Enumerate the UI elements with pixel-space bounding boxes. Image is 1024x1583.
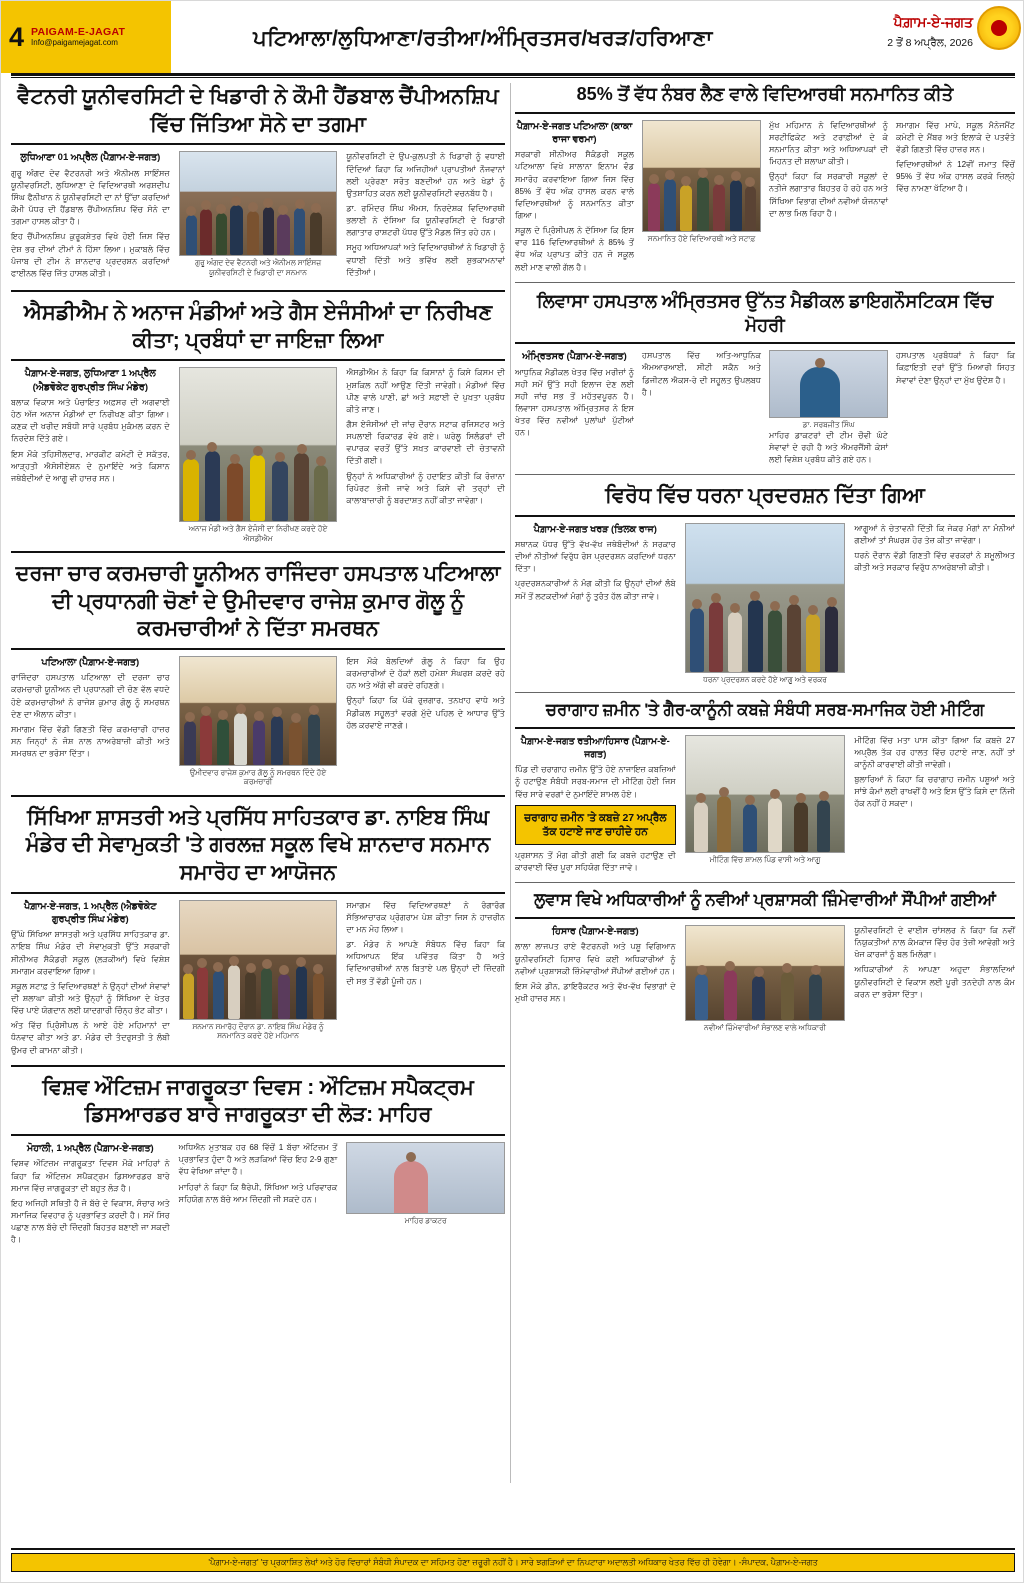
- caption-b1: ਸਨਮਾਨਿਤ ਹੋਏ ਵਿਦਿਆਰਥੀ ਅਤੇ ਸਟਾਫ਼: [647, 233, 756, 243]
- paragraph: ਉਨ੍ਹਾਂ ਕਿਹਾ ਕਿ ਪੱਕੇ ਰੁਜ਼ਗਾਰ, ਤਨਖ਼ਾਹ ਵਾਧੇ ਅਤੇ ਮੈਡੀਕਲ ਸਹੂਲਤਾਂ ਵਰਗੇ ਮੁੱਦੇ ਪਹਿਲ ਦੇ ਆਧਾਰ ਉੱਤੇ ਹੱਲ ਕਰਵਾਏ ਜਾਣਗੇ।: [346, 696, 505, 730]
- paragraph: ਯੂਨੀਵਰਸਿਟੀ ਦੇ ਉਪ-ਕੁਲਪਤੀ ਨੇ ਖਿਡਾਰੀ ਨੂੰ ਵਧਾਈ ਦਿੰਦਿਆਂ ਕਿਹਾ ਕਿ ਅਜਿਹੀਆਂ ਪ੍ਰਾਪਤੀਆਂ ਨੌਜਵਾਨਾਂ ਲਈ ਪ੍ਰੇਰਣਾ ਸਰੋਤ ਬਣਦੀਆਂ ਹਨ ਅਤੇ ਖੇਡਾਂ ਨੂੰ ਉਤਸ਼ਾਹਿਤ ਕਰਨ ਲਈ ਯੂਨੀਵਰਸਿਟੀ ਵਚਨਬੱਧ ਹੈ।: [346, 152, 505, 198]
- paragraph: ਅੰਤ ਵਿੱਚ ਪ੍ਰਿੰਸੀਪਲ ਨੇ ਆਏ ਹੋਏ ਮਹਿਮਾਨਾਂ ਦਾ ਧੰਨਵਾਦ ਕੀਤਾ ਅਤੇ ਡਾ. ਮੰਡੇਰ ਦੀ ਤੰਦਰੁਸਤੀ ਤੇ ਲੰਬੀ ਉਮਰ ਦੀ ਕਾਮਨਾ ਕੀਤੀ।: [11, 1021, 170, 1055]
- headline-b3: ਵਿਰੋਧ ਵਿੱਚ ਧਰਨਾ ਪ੍ਰਦਰਸ਼ਨ ਦਿੱਤਾ ਗਿਆ: [605, 483, 925, 507]
- byline-a2: ਪੈਗ਼ਾਮ-ਏ-ਜਗਤ, ਲੁਧਿਆਣਾ 1 ਅਪ੍ਰੈਲ (ਐਡਵੋਕੇਟ ਗੁਰਪ੍ਰੀਤ ਸਿੰਘ ਮੰਡੇਰ): [24, 368, 156, 393]
- column-separator: [510, 83, 511, 1483]
- photo-b5: [685, 925, 846, 1021]
- paragraph: ਮੁੱਖ ਮਹਿਮਾਨ ਨੇ ਵਿਦਿਆਰਥੀਆਂ ਨੂੰ ਸਰਟੀਫਿਕੇਟ ਅਤੇ ਟਰਾਫ਼ੀਆਂ ਦੇ ਕੇ ਸਨਮਾਨਿਤ ਕੀਤਾ ਅਤੇ ਅਧਿਆਪਕਾਂ ਦੀ ਮਿਹਨਤ ਦੀ ਸ਼ਲਾਘਾ ਕੀਤੀ।: [769, 120, 888, 167]
- caption-a1: ਗੁਰੂ ਅੰਗਦ ਦੇਵ ਵੈਟਨਰੀ ਅਤੇ ਐਨੀਮਲ ਸਾਇੰਸਜ਼ ਯੂਨੀਵਰਸਿਟੀ ਦੇ ਖਿਡਾਰੀ ਦਾ ਸਨਮਾਨ: [194, 258, 322, 277]
- article-b4-body: [515, 735, 1015, 875]
- headline-rule: [515, 917, 1015, 919]
- paragraph: ਸਕੂਲ ਦੇ ਪ੍ਰਿੰਸੀਪਲ ਨੇ ਦੱਸਿਆ ਕਿ ਇਸ ਵਾਰ 116 ਵਿਦਿਆਰਥੀਆਂ ਨੇ 85% ਤੋਂ ਵੱਧ ਅੰਕ ਪ੍ਰਾਪਤ ਕੀਤੇ ਹਨ ਜੋ ਸਕੂਲ ਲਈ ਮਾਣ ਵਾਲੀ ਗੱਲ ਹੈ।: [515, 226, 634, 272]
- paragraph: ਪ੍ਰਸ਼ਾਸਨ ਤੋਂ ਮੰਗ ਕੀਤੀ ਗਈ ਕਿ ਕਬਜ਼ੇ ਹਟਾਉਣ ਦੀ ਕਾਰਵਾਈ ਵਿੱਚ ਪੂਰਾ ਸਹਿਯੋਗ ਦਿੱਤਾ ਜਾਵੇ।: [515, 851, 676, 873]
- article-a1-body: [11, 151, 505, 282]
- paragraph: ਗੁਰੂ ਅੰਗਦ ਦੇਵ ਵੈਟਰਨਰੀ ਅਤੇ ਐਨੀਮਲ ਸਾਇੰਸਜ਼ ਯੂਨੀਵਰਸਿਟੀ, ਲੁਧਿਆਣਾ ਦੇ ਵਿਦਿਆਰਥੀ ਅਰਸ਼ਦੀਪ ਸਿੰਘ ਫੈਨੀਖਾਨ ਨੇ ਯੂਨੀਵਰਸਿਟੀ ਦਾ ਨਾਂ ਉੱਚਾ ਕਰਦਿਆਂ ਕੌਮੀ ਪੱਧਰ ਦੀ ਹੈਂਡਬਾਲ ਚੈਂਪੀਅਨਸ਼ਿਪ ਵਿੱਚ ਸੋਨੇ ਦਾ ਤਗਮਾ ਹਾਸਲ ਕੀਤਾ ਹੈ।: [11, 168, 170, 227]
- headline-rule: [11, 143, 505, 145]
- paragraph: ਲਾਲਾ ਲਾਜਪਤ ਰਾਏ ਵੈਟਰਨਰੀ ਅਤੇ ਪਸ਼ੂ ਵਿਗਿਆਨ ਯੂਨੀਵਰਸਿਟੀ ਹਿਸਾਰ ਵਿਖੇ ਕਈ ਅਧਿਕਾਰੀਆਂ ਨੂੰ ਨਵੀਆਂ ਪ੍ਰਸ਼ਾਸਕੀ ਜ਼ਿੰਮੇਵਾਰੀਆਂ ਸੌਂਪੀਆਂ ਗਈਆਂ ਹਨ।: [515, 942, 676, 976]
- headline-rule: [515, 727, 1015, 729]
- caption-b2: ਡਾ. ਸਰਬਜੀਤ ਸਿੰਘ: [802, 420, 855, 430]
- section-divider: [515, 282, 1015, 283]
- byline-b4: ਪੈਗ਼ਾਮ-ਏ-ਜਗਤ ਰਤੀਆ/ਹਿਸਾਰ (ਪੈਗ਼ਾਮ-ਏ-ਜਗਤ): [520, 735, 670, 760]
- article-b3-body: [515, 523, 1015, 684]
- edition-list: ਪਟਿਆਲਾ/ਲੁਧਿਆਣਾ/ਰਤੀਆ/ਅੰਮ੍ਰਿਤਸਰ/ਖਰੜ/ਹਰਿਆਣਾ: [253, 27, 713, 50]
- paragraph: ਯੂਨੀਵਰਸਿਟੀ ਦੇ ਵਾਈਸ ਚਾਂਸਲਰ ਨੇ ਕਿਹਾ ਕਿ ਨਵੀਂ ਨਿਯੁਕਤੀਆਂ ਨਾਲ ਕੰਮਕਾਜ ਵਿੱਚ ਹੋਰ ਤੇਜ਼ੀ ਆਵੇਗੀ ਅਤੇ ਖੋਜ ਕਾਰਜਾਂ ਨੂੰ ਬਲ ਮਿਲੇਗਾ।: [854, 926, 1015, 960]
- photo-a3: [179, 656, 338, 766]
- section-divider: [515, 882, 1015, 883]
- article-b5-body: [515, 925, 1015, 1032]
- logo-text: ਪੈਗ਼ਾਮ-ਏ-ਜਗਤ: [893, 14, 973, 30]
- paragraph: ਉੱਘੇ ਸਿੱਖਿਆ ਸ਼ਾਸਤਰੀ ਅਤੇ ਪ੍ਰਸਿੱਧ ਸਾਹਿਤਕਾਰ ਡਾ. ਨਾਇਬ ਸਿੰਘ ਮੰਡੇਰ ਦੀ ਸੇਵਾਮੁਕਤੀ ਉੱਤੇ ਸਰਕਾਰੀ ਸੀਨੀਅਰ ਸੈਕੰਡਰੀ ਸਕੂਲ (ਲੜਕੀਆਂ) ਵਿਖੇ ਵਿਸ਼ੇਸ਼ ਸਮਾਗਮ ਕਰਵਾਇਆ ਗਿਆ।: [11, 930, 170, 976]
- headline-a4: ਸਿੱਖਿਆ ਸ਼ਾਸਤਰੀ ਅਤੇ ਪ੍ਰਸਿੱਧ ਸਾਹਿਤਕਾਰ ਡਾ. ਨਾਇਬ ਸਿੰਘ ਮੰਡੇਰ ਦੀ ਸੇਵਾਮੁਕਤੀ 'ਤੇ ਗਰਲਜ਼ ਸਕੂਲ ਵਿਖੇ ਸ਼ਾਨਦਾਰ ਸਨਮਾਨ ਸਮਾਰੋਹ ਦਾ ਆਯੋਜਨ: [25, 805, 491, 884]
- photo-a2: [179, 367, 338, 522]
- masthead-rule: [11, 73, 1015, 76]
- paragraph: ਵਿਸ਼ਵ ਔਟਿਜ਼ਮ ਜਾਗਰੂਕਤਾ ਦਿਵਸ ਮੌਕੇ ਮਾਹਿਰਾਂ ਨੇ ਕਿਹਾ ਕਿ ਔਟਿਜ਼ਮ ਸਪੈਕਟ੍ਰਮ ਡਿਸਆਰਡਰ ਬਾਰੇ ਸਮਾਜ ਵਿੱਚ ਜਾਗਰੂਕਤਾ ਦੀ ਬਹੁਤ ਲੋੜ ਹੈ।: [11, 1159, 170, 1193]
- paragraph: ਉਨ੍ਹਾਂ ਨੇ ਅਧਿਕਾਰੀਆਂ ਨੂੰ ਹਦਾਇਤ ਕੀਤੀ ਕਿ ਰੋਜ਼ਾਨਾ ਰਿਪੋਰਟ ਭੇਜੀ ਜਾਵੇ ਅਤੇ ਕਿਸੇ ਵੀ ਤਰ੍ਹਾਂ ਦੀ ਕਾਲਾਬਾਜ਼ਾਰੀ ਨੂੰ ਬਰਦਾਸ਼ਤ ਨਹੀਂ ਕੀਤਾ ਜਾਵੇਗਾ।: [346, 471, 505, 505]
- paragraph: ਸਰਕਾਰੀ ਸੀਨੀਅਰ ਸੈਕੰਡਰੀ ਸਕੂਲ ਪਟਿਆਲਾ ਵਿਖੇ ਸਾਲਾਨਾ ਇਨਾਮ ਵੰਡ ਸਮਾਰੋਹ ਕਰਵਾਇਆ ਗਿਆ ਜਿਸ ਵਿੱਚ 85% ਤੋਂ ਵੱਧ ਅੰਕ ਹਾਸਲ ਕਰਨ ਵਾਲੇ ਵਿਦਿਆਰਥੀਆਂ ਨੂੰ ਸਨਮਾਨਿਤ ਕੀਤਾ ਗਿਆ।: [515, 150, 634, 221]
- byline-b2: ਅੰਮ੍ਰਿਤਸਰ (ਪੈਗ਼ਾਮ-ਏ-ਜਗਤ): [522, 351, 627, 363]
- article-b4: [515, 700, 1015, 874]
- article-a1: [11, 83, 505, 282]
- paragraph: ਮੀਟਿੰਗ ਵਿੱਚ ਮਤਾ ਪਾਸ ਕੀਤਾ ਗਿਆ ਕਿ ਕਬਜ਼ੇ 27 ਅਪ੍ਰੈਲ ਤੱਕ ਹਰ ਹਾਲਤ ਵਿੱਚ ਹਟਾਏ ਜਾਣ, ਨਹੀਂ ਤਾਂ ਕਾਨੂੰਨੀ ਕਾਰਵਾਈ ਕੀਤੀ ਜਾਵੇਗੀ।: [854, 735, 1015, 769]
- brand-name: PAIGAM-E-JAGAT: [31, 26, 126, 39]
- headline-rule: [11, 359, 505, 361]
- photo-a4: [179, 900, 338, 1020]
- photo-a1: [179, 151, 338, 256]
- paragraph: ਮਾਹਿਰਾਂ ਨੇ ਕਿਹਾ ਕਿ ਥੈਰੇਪੀ, ਸਿੱਖਿਆ ਅਤੇ ਪਰਿਵਾਰਕ ਸਹਿਯੋਗ ਨਾਲ ਬੱਚੇ ਆਮ ਜ਼ਿੰਦਗੀ ਜੀ ਸਕਦੇ ਹਨ।: [178, 1182, 338, 1204]
- paragraph: ਪਿੰਡ ਦੀ ਚਰਾਗਾਹ ਜ਼ਮੀਨ ਉੱਤੇ ਹੋਏ ਨਾਜਾਇਜ਼ ਕਬਜ਼ਿਆਂ ਨੂੰ ਹਟਾਉਣ ਸੰਬੰਧੀ ਸਰਬ-ਸਮਾਜ ਦੀ ਮੀਟਿੰਗ ਹੋਈ ਜਿਸ ਵਿੱਚ ਸਾਰੇ ਵਰਗਾਂ ਦੇ ਨੁਮਾਇੰਦੇ ਸ਼ਾਮਲ ਹੋਏ।: [515, 765, 676, 799]
- brand-email: Info@paigamejagat.com: [31, 38, 118, 48]
- section-divider: [11, 290, 505, 292]
- masthead-brand: [31, 26, 125, 47]
- headline-rule: [515, 112, 1015, 114]
- footer-rule: [11, 1548, 1015, 1550]
- paragraph: ਸਮੂਹ ਅਧਿਆਪਕਾਂ ਅਤੇ ਵਿਦਿਆਰਥੀਆਂ ਨੇ ਖਿਡਾਰੀ ਨੂੰ ਵਧਾਈ ਦਿੱਤੀ ਅਤੇ ਭਵਿੱਖ ਲਈ ਸ਼ੁਭਕਾਮਨਾਵਾਂ ਦਿੱਤੀਆਂ।: [346, 243, 505, 277]
- paragraph: ਰਾਜਿੰਦਰਾ ਹਸਪਤਾਲ ਪਟਿਆਲਾ ਦੀ ਦਰਜਾ ਚਾਰ ਕਰਮਚਾਰੀ ਯੂਨੀਅਨ ਦੀ ਪ੍ਰਧਾਨਗੀ ਦੀ ਚੋਣ ਵੱਲ ਵਧਦੇ ਹੋਏ ਕਰਮਚਾਰੀਆਂ ਨੇ ਰਾਜੇਸ਼ ਕੁਮਾਰ ਗੋਲੂ ਨੂੰ ਸਮਰਥਨ ਦੇਣ ਦਾ ਐਲਾਨ ਕੀਤਾ।: [11, 673, 170, 719]
- section-divider: [515, 474, 1015, 475]
- paragraph: ਸਕੂਲ ਸਟਾਫ਼ ਤੇ ਵਿਦਿਆਰਥਣਾਂ ਨੇ ਉਨ੍ਹਾਂ ਦੀਆਂ ਸੇਵਾਵਾਂ ਦੀ ਸ਼ਲਾਘਾ ਕੀਤੀ ਅਤੇ ਉਨ੍ਹਾਂ ਨੂੰ ਸਿੱਖਿਆ ਦੇ ਖੇਤਰ ਵਿੱਚ ਪਾਏ ਯੋਗਦਾਨ ਲਈ ਯਾਦਗਾਰੀ ਚਿੰਨ੍ਹ ਭੇਟ ਕੀਤਾ।: [11, 981, 170, 1016]
- caption-b5: ਨਵੀਆਂ ਜ਼ਿੰਮੇਵਾਰੀਆਂ ਸੰਭਾਲਣ ਵਾਲੇ ਅਧਿਕਾਰੀ: [704, 1023, 826, 1033]
- article-b5: [515, 890, 1015, 1032]
- page-content: [11, 83, 1015, 1553]
- photo-a5: [346, 1142, 505, 1214]
- issue-date: 2 ਤੋਂ 8 ਅਪ੍ਰੈਲ, 2026: [887, 37, 973, 49]
- paragraph: ਇਸ ਮੌਕੇ ਡੀਨ, ਡਾਇਰੈਕਟਰ ਅਤੇ ਵੱਖ-ਵੱਖ ਵਿਭਾਗਾਂ ਦੇ ਮੁਖੀ ਹਾਜ਼ਰ ਸਨ।: [515, 981, 676, 1003]
- article-a4: [11, 804, 505, 1057]
- headline-rule: [515, 515, 1015, 517]
- paragraph: ਪ੍ਰਦਰਸ਼ਨਕਾਰੀਆਂ ਨੇ ਮੰਗ ਕੀਤੀ ਕਿ ਉਨ੍ਹਾਂ ਦੀਆਂ ਲੰਬੇ ਸਮੇਂ ਤੋਂ ਲਟਕਦੀਆਂ ਮੰਗਾਂ ਨੂੰ ਤੁਰੰਤ ਹੱਲ ਕੀਤਾ ਜਾਵੇ।: [515, 579, 676, 601]
- page-footer: [11, 1548, 1015, 1572]
- headline-b4: ਚਰਾਗਾਹ ਜ਼ਮੀਨ 'ਤੇ ਗੈਰ-ਕਾਨੂੰਨੀ ਕਬਜ਼ੇ ਸੰਬੰਧੀ ਸਰਬ-ਸਮਾਜਿਕ ਹੋਈ ਮੀਟਿੰਗ: [545, 700, 985, 719]
- headline-b1: 85% ਤੋਂ ਵੱਧ ਨੰਬਰ ਲੈਣ ਵਾਲੇ ਵਿਦਿਆਰਥੀ ਸਨਮਾਨਿਤ ਕੀਤੇ: [576, 84, 954, 104]
- byline-b1: ਪੈਗ਼ਾਮ-ਏ-ਜਗਤ ਪਟਿਆਲਾ (ਕਾਕਾ ਰਾਜਾ ਵਰਮਾ): [516, 120, 633, 146]
- paragraph: ਧਰਨੇ ਦੌਰਾਨ ਵੱਡੀ ਗਿਣਤੀ ਵਿੱਚ ਵਰਕਰਾਂ ਨੇ ਸ਼ਮੂਲੀਅਤ ਕੀਤੀ ਅਤੇ ਸਰਕਾਰ ਵਿਰੁੱਧ ਨਾਅਰੇਬਾਜ਼ੀ ਕੀਤੀ।: [854, 550, 1015, 573]
- paragraph: ਇਸ ਮੌਕੇ ਬੋਲਦਿਆਂ ਗੋਲੂ ਨੇ ਕਿਹਾ ਕਿ ਉਹ ਕਰਮਚਾਰੀਆਂ ਦੇ ਹੱਕਾਂ ਲਈ ਹਮੇਸ਼ਾ ਸੰਘਰਸ਼ ਕਰਦੇ ਰਹੇ ਹਨ ਅਤੇ ਅੱਗੇ ਵੀ ਕਰਦੇ ਰਹਿਣਗੇ।: [346, 657, 505, 691]
- caption-b3: ਧਰਨਾ ਪ੍ਰਦਰਸ਼ਨ ਕਰਦੇ ਹੋਏ ਆਗੂ ਅਤੇ ਵਰਕਰ: [703, 674, 827, 684]
- paragraph: ਐਸਡੀਐਮ ਨੇ ਕਿਹਾ ਕਿ ਕਿਸਾਨਾਂ ਨੂੰ ਕਿਸੇ ਕਿਸਮ ਦੀ ਮੁਸ਼ਕਿਲ ਨਹੀਂ ਆਉਣ ਦਿੱਤੀ ਜਾਵੇਗੀ। ਮੰਡੀਆਂ ਵਿੱਚ ਪੀਣ ਵਾਲੇ ਪਾਣੀ, ਛਾਂ ਅਤੇ ਸਫ਼ਾਈ ਦੇ ਪੁਖ਼ਤਾ ਪ੍ਰਬੰਧ ਕੀਤੇ ਜਾਣ।: [346, 368, 505, 414]
- paragraph: ਅਧਿਐਨ ਮੁਤਾਬਕ ਹਰ 68 ਵਿੱਚੋਂ 1 ਬੱਚਾ ਔਟਿਜ਼ਮ ਤੋਂ ਪ੍ਰਭਾਵਿਤ ਹੁੰਦਾ ਹੈ ਅਤੇ ਲੜਕਿਆਂ ਵਿੱਚ ਇਹ 2-9 ਗੁਣਾ ਵੱਧ ਵੇਖਿਆ ਜਾਂਦਾ ਹੈ।: [178, 1143, 338, 1177]
- headline-b5: ਲੁਵਾਸ ਵਿਖੇ ਅਧਿਕਾਰੀਆਂ ਨੂੰ ਨਵੀਆਂ ਪ੍ਰਸ਼ਾਸਕੀ ਜ਼ਿੰਮੇਵਾਰੀਆਂ ਸੌਂਪੀਆਂ ਗਈਆਂ: [534, 891, 996, 910]
- headline-a1: ਵੈਟਨਰੀ ਯੂਨੀਵਰਸਿਟੀ ਦੇ ਖਿਡਾਰੀ ਨੇ ਕੌਮੀ ਹੈਂਡਬਾਲ ਚੈਂਪੀਅਨਸ਼ਿਪ ਵਿੱਚ ਜਿੱਤਿਆ ਸੋਨੇ ਦਾ ਤਗਮਾ: [17, 85, 499, 136]
- headline-rule: [11, 648, 505, 650]
- paragraph: ਹਸਪਤਾਲ ਪ੍ਰਬੰਧਕਾਂ ਨੇ ਕਿਹਾ ਕਿ ਕਿਫ਼ਾਇਤੀ ਦਰਾਂ ਉੱਤੇ ਮਿਆਰੀ ਸਿਹਤ ਸੇਵਾਵਾਂ ਦੇਣਾ ਉਨ੍ਹਾਂ ਦਾ ਮੁੱਖ ਉਦੇਸ਼ ਹੈ।: [896, 351, 1015, 385]
- byline-a5: ਮੋਹਾਲੀ, 1 ਅਪ੍ਰੈਲ (ਪੈਗ਼ਾਮ-ਏ-ਜਗਤ): [26, 1143, 154, 1155]
- paragraph: ਸਮਾਗਮ ਵਿੱਚ ਵੱਡੀ ਗਿਣਤੀ ਵਿੱਚ ਕਰਮਚਾਰੀ ਹਾਜ਼ਰ ਸਨ ਜਿਨ੍ਹਾਂ ਨੇ ਜੋਸ਼ ਨਾਲ ਨਾਅਰੇਬਾਜ਼ੀ ਕੀਤੀ ਅਤੇ ਸਮਰਥਨ ਦਾ ਭਰੋਸਾ ਦਿੱਤਾ।: [11, 724, 170, 759]
- paragraph: ਡਾ. ਮੰਡੇਰ ਨੇ ਆਪਣੇ ਸੰਬੋਧਨ ਵਿੱਚ ਕਿਹਾ ਕਿ ਅਧਿਆਪਨ ਇੱਕ ਪਵਿੱਤਰ ਕਿੱਤਾ ਹੈ ਅਤੇ ਵਿਦਿਆਰਥੀਆਂ ਨਾਲ ਬਿਤਾਏ ਪਲ ਉਨ੍ਹਾਂ ਦੀ ਜ਼ਿੰਦਗੀ ਦੀ ਸਭ ਤੋਂ ਵੱਡੀ ਪੂੰਜੀ ਹਨ।: [346, 940, 505, 986]
- photo-b4: [685, 735, 846, 853]
- paragraph: ਅਧਿਕਾਰੀਆਂ ਨੇ ਆਪਣਾ ਅਹੁਦਾ ਸੰਭਾਲਦਿਆਂ ਯੂਨੀਵਰਸਿਟੀ ਦੇ ਵਿਕਾਸ ਲਈ ਪੂਰੀ ਤਨਦੇਹੀ ਨਾਲ ਕੰਮ ਕਰਨ ਦਾ ਭਰੋਸਾ ਦਿੱਤਾ।: [854, 965, 1015, 999]
- paragraph: ਸਮਾਗਮ ਵਿੱਚ ਮਾਪੇ, ਸਕੂਲ ਮੈਨੇਜਮੈਂਟ ਕਮੇਟੀ ਦੇ ਮੈਂਬਰ ਅਤੇ ਇਲਾਕੇ ਦੇ ਪਤਵੰਤੇ ਵੱਡੀ ਗਿਣਤੀ ਵਿੱਚ ਹਾਜ਼ਰ ਸਨ।: [896, 120, 1015, 155]
- article-a2-body: [11, 367, 505, 543]
- byline-a4: ਪੈਗ਼ਾਮ-ਏ-ਜਗਤ, 1 ਅਪ੍ਰੈਲ (ਐਡਵੋਕੇਟ ਗੁਰਪ੍ਰੀਤ ਸਿੰਘ ਮੰਡੇਰ): [24, 900, 157, 925]
- headline-a3: ਦਰਜਾ ਚਾਰ ਕਰਮਚਾਰੀ ਯੂਨੀਅਨ ਰਾਜਿੰਦਰਾ ਹਸਪਤਾਲ ਪਟਿਆਲਾ ਦੀ ਪ੍ਰਧਾਨਗੀ ਚੋਣਾਂ ਦੇ ਉਮੀਦਵਾਰ ਰਾਜੇਸ਼ ਕੁਮਾਰ ਗੋਲੂ ਨੂੰ ਕਰਮਚਾਰੀਆਂ ਨੇ ਦਿੱਤਾ ਸਮਰਥਨ: [15, 561, 501, 641]
- byline-b5: ਹਿਸਾਰ (ਪੈਗ਼ਾਮ-ਏ-ਜਗਤ): [551, 926, 639, 938]
- paragraph: ਡਾ. ਰਮਿੰਦਰ ਸਿੰਘ ਐਮਸ, ਨਿਰਦੇਸ਼ਕ ਵਿਦਿਆਰਥੀ ਭਲਾਈ ਨੇ ਦੱਸਿਆ ਕਿ ਯੂਨੀਵਰਸਿਟੀ ਦੇ ਖਿਡਾਰੀ ਲਗਾਤਾਰ ਰਾਸ਼ਟਰੀ ਪੱਧਰ ਉੱਤੇ ਮੈਡਲ ਜਿੱਤ ਰਹੇ ਹਨ।: [346, 204, 505, 238]
- left-column: [11, 83, 505, 1246]
- caption-a4: ਸਨਮਾਨ ਸਮਾਰੋਹ ਦੌਰਾਨ ਡਾ. ਨਾਇਬ ਸਿੰਘ ਮੰਡੇਰ ਨੂੰ ਸਨਮਾਨਿਤ ਕਰਦੇ ਹੋਏ ਮਹਿਮਾਨ: [192, 1021, 324, 1040]
- article-a5-body: [11, 1142, 505, 1246]
- article-b2: [515, 290, 1015, 466]
- headline-a2: ਐਸਡੀਐਮ ਨੇ ਅਨਾਜ ਮੰਡੀਆਂ ਅਤੇ ਗੈਸ ਏਜੰਸੀਆਂ ਦਾ ਨਿਰੀਖਣ ਕੀਤਾ; ਪ੍ਰਬੰਧਾਂ ਦਾ ਜਾਇਜ਼ਾ ਲਿਆ: [23, 300, 493, 352]
- article-a3-body: [11, 656, 505, 787]
- byline-a1: ਲੁਧਿਆਣਾ 01 ਅਪ੍ਰੈਲ (ਪੈਗ਼ਾਮ-ਏ-ਜਗਤ): [20, 152, 161, 164]
- sun-logo-icon: [977, 6, 1021, 50]
- photo-b3: [685, 523, 846, 673]
- article-b2-body: [515, 350, 1015, 466]
- article-a3: [11, 560, 505, 787]
- section-divider: [11, 795, 505, 797]
- paragraph: ਉਨ੍ਹਾਂ ਕਿਹਾ ਕਿ ਸਰਕਾਰੀ ਸਕੂਲਾਂ ਦੇ ਨਤੀਜੇ ਲਗਾਤਾਰ ਬਿਹਤਰ ਹੋ ਰਹੇ ਹਨ ਅਤੇ ਸਿੱਖਿਆ ਵਿਭਾਗ ਦੀਆਂ ਨਵੀਆਂ ਯੋਜਨਾਵਾਂ ਦਾ ਲਾਭ ਮਿਲ ਰਿਹਾ ਹੈ।: [769, 172, 888, 218]
- highlight-box-b4: ਚਰਾਗਾਹ ਜ਼ਮੀਨ 'ਤੇ ਕਬਜ਼ੇ 27 ਅਪ੍ਰੈਲ ਤੱਕ ਹਟਾਏ ਜਾਣ ਚਾਹੀਦੇ ਹਨ: [515, 805, 676, 845]
- headline-b2: ਲਿਵਾਸਾ ਹਸਪਤਾਲ ਅੰਮ੍ਰਿਤਸਰ ਉੱਨਤ ਮੈਡੀਕਲ ਡਾਇਗਨੌਸਟਿਕਸ ਵਿੱਚ ਮੋਹਰੀ: [536, 290, 994, 335]
- caption-a2: ਅਨਾਜ ਮੰਡੀ ਅਤੇ ਗੈਸ ਏਜੰਸੀ ਦਾ ਨਿਰੀਖਣ ਕਰਦੇ ਹੋਏ ਐਸਡੀਐਮ: [188, 524, 328, 543]
- caption-a5: ਮਾਹਿਰ ਡਾਕਟਰ: [404, 1216, 447, 1226]
- masthead-rule-thin: [11, 77, 1015, 78]
- paragraph: ਬੁਲਾਰਿਆਂ ਨੇ ਕਿਹਾ ਕਿ ਚਰਾਗਾਹ ਜ਼ਮੀਨ ਪਸ਼ੂਆਂ ਅਤੇ ਸਾਂਝੇ ਕੰਮਾਂ ਲਈ ਰਾਖਵੀਂ ਹੈ ਅਤੇ ਇਸ ਉੱਤੇ ਕਿਸੇ ਦਾ ਨਿੱਜੀ ਹੱਕ ਨਹੀਂ ਹੋ ਸਕਦਾ।: [854, 775, 1015, 809]
- paragraph: ਹਸਪਤਾਲ ਵਿੱਚ ਅਤਿ-ਆਧੁਨਿਕ ਐਮਆਰਆਈ, ਸੀਟੀ ਸਕੈਨ ਅਤੇ ਡਿਜੀਟਲ ਐਕਸ-ਰੇ ਦੀ ਸਹੂਲਤ ਉਪਲਬਧ ਹੈ।: [642, 351, 761, 397]
- article-b3: [515, 482, 1015, 684]
- article-a2: [11, 299, 505, 543]
- paragraph: ਇਹ ਅਜਿਹੀ ਸਥਿਤੀ ਹੈ ਜੋ ਬੱਚੇ ਦੇ ਵਿਕਾਸ, ਸੰਚਾਰ ਅਤੇ ਸਮਾਜਿਕ ਵਿਵਹਾਰ ਨੂੰ ਪ੍ਰਭਾਵਿਤ ਕਰਦੀ ਹੈ। ਸਮੇਂ ਸਿਰ ਪਛਾਣ ਨਾਲ ਬੱਚੇ ਦੀ ਜ਼ਿੰਦਗੀ ਬਿਹਤਰ ਬਣਾਈ ਜਾ ਸਕਦੀ ਹੈ।: [11, 1198, 170, 1245]
- paragraph: ਆਧੁਨਿਕ ਮੈਡੀਕਲ ਖੇਤਰ ਵਿੱਚ ਮਰੀਜ਼ਾਂ ਨੂੰ ਸਹੀ ਸਮੇਂ ਉੱਤੇ ਸਹੀ ਇਲਾਜ ਦੇਣ ਲਈ ਸਹੀ ਜਾਂਚ ਸਭ ਤੋਂ ਮਹੱਤਵਪੂਰਨ ਹੈ। ਲਿਵਾਸਾ ਹਸਪਤਾਲ ਅੰਮ੍ਰਿਤਸਰ ਨੇ ਇਸ ਖੇਤਰ ਵਿੱਚ ਨਵੀਆਂ ਪੁਲਾਂਘਾਂ ਪੁੱਟੀਆਂ ਹਨ।: [515, 367, 634, 438]
- footer-disclaimer: 'ਪੈਗ਼ਾਮ-ਏ-ਜਗਤ' 'ਚ ਪ੍ਰਕਾਸ਼ਿਤ ਲੇਖਾਂ ਅਤੇ ਹੋਰ ਵਿਚਾਰਾਂ ਸੰਬੰਧੀ ਸੰਪਾਦਕ ਦਾ ਸਹਿਮਤ ਹੋਣਾ ਜ਼ਰੂਰੀ ਨਹੀਂ ਹੈ। ਸਾਰੇ ਝਗੜਿਆਂ ਦਾ ਨਿਪਟਾਰਾ ਅਦਾਲਤੀ ਅਧਿਕਾਰ ਖੇਤਰ ਵਿੱਚ ਹੀ ਹੋਵੇਗਾ। -ਸੰਪਾਦਕ, ਪੈਗ਼ਾਮ-ਏ-ਜਗਤ: [11, 1553, 1015, 1572]
- section-divider: [11, 551, 505, 553]
- paragraph: ਸਥਾਨਕ ਪੱਧਰ ਉੱਤੇ ਵੱਖ-ਵੱਖ ਜਥੇਬੰਦੀਆਂ ਨੇ ਸਰਕਾਰ ਦੀਆਂ ਨੀਤੀਆਂ ਵਿਰੁੱਧ ਰੋਸ ਪ੍ਰਦਰਸ਼ਨ ਕਰਦਿਆਂ ਧਰਨਾ ਦਿੱਤਾ।: [515, 539, 676, 574]
- photo-b2: [769, 350, 888, 418]
- headline-rule: [515, 342, 1015, 344]
- photo-b1: [642, 120, 761, 232]
- masthead-right: [795, 1, 1024, 73]
- article-b1-body: [515, 120, 1015, 274]
- article-b1: [515, 83, 1015, 274]
- section-divider: [515, 692, 1015, 693]
- paragraph: ਬਲਾਕ ਵਿਕਾਸ ਅਤੇ ਪੰਚਾਇਤ ਅਫ਼ਸਰ ਦੀ ਅਗਵਾਈ ਹੇਠ ਅੱਜ ਅਨਾਜ ਮੰਡੀਆਂ ਦਾ ਨਿਰੀਖਣ ਕੀਤਾ ਗਿਆ। ਕਣਕ ਦੀ ਖਰੀਦ ਸਬੰਧੀ ਸਾਰੇ ਪ੍ਰਬੰਧ ਮੁਕੰਮਲ ਕਰਨ ਦੇ ਨਿਰਦੇਸ਼ ਦਿੱਤੇ ਗਏ।: [11, 397, 170, 444]
- headline-rule: [11, 1134, 505, 1136]
- paragraph: ਮਾਹਿਰ ਡਾਕਟਰਾਂ ਦੀ ਟੀਮ ਚੌਵੀ ਘੰਟੇ ਸੇਵਾਵਾਂ ਦੇ ਰਹੀ ਹੈ ਅਤੇ ਐਮਰਜੈਂਸੀ ਕੇਸਾਂ ਲਈ ਵਿਸ਼ੇਸ਼ ਪ੍ਰਬੰਧ ਕੀਤੇ ਗਏ ਹਨ।: [769, 430, 888, 464]
- paragraph: ਵਿਦਿਆਰਥੀਆਂ ਨੇ 12ਵੀਂ ਜਮਾਤ ਵਿੱਚੋਂ 95% ਤੋਂ ਵੱਧ ਅੰਕ ਹਾਸਲ ਕਰਕੇ ਜ਼ਿਲ੍ਹੇ ਵਿੱਚ ਨਾਮਣਾ ਖੱਟਿਆ ਹੈ।: [896, 160, 1015, 194]
- caption-b4: ਮੀਟਿੰਗ ਵਿੱਚ ਸ਼ਾਮਲ ਪਿੰਡ ਵਾਸੀ ਅਤੇ ਆਗੂ: [709, 854, 821, 864]
- byline-b3: ਪੈਗ਼ਾਮ-ਏ-ਜਗਤ ਖਰੜ (ਤਿਲਕ ਰਾਜ): [533, 523, 657, 535]
- headline-rule: [11, 892, 505, 894]
- paragraph: ਇਹ ਚੈਂਪੀਅਨਸ਼ਿਪ ਕੁਰੂਕਸ਼ੇਤਰ ਵਿਖੇ ਹੋਈ ਜਿਸ ਵਿੱਚ ਦੇਸ਼ ਭਰ ਦੀਆਂ ਟੀਮਾਂ ਨੇ ਹਿੱਸਾ ਲਿਆ। ਮੁਕਾਬਲੇ ਵਿੱਚ ਪੰਜਾਬ ਦੀ ਟੀਮ ਨੇ ਸ਼ਾਨਦਾਰ ਪ੍ਰਦਰਸ਼ਨ ਕਰਦਿਆਂ ਫਾਈਨਲ ਵਿੱਚ ਜਿੱਤ ਹਾਸਲ ਕੀਤੀ।: [11, 232, 170, 278]
- masthead: [1, 1, 1024, 73]
- page-number: 4: [9, 21, 25, 52]
- article-a5: [11, 1074, 505, 1247]
- caption-a3: ਉਮੀਦਵਾਰ ਰਾਜੇਸ਼ ਕੁਮਾਰ ਗੋਲੂ ਨੂੰ ਸਮਰਥਨ ਦਿੰਦੇ ਹੋਏ ਕਰਮਚਾਰੀ: [189, 768, 327, 787]
- paragraph: ਆਗੂਆਂ ਨੇ ਚੇਤਾਵਨੀ ਦਿੱਤੀ ਕਿ ਜੇਕਰ ਮੰਗਾਂ ਨਾ ਮੰਨੀਆਂ ਗਈਆਂ ਤਾਂ ਸੰਘਰਸ਼ ਹੋਰ ਤੇਜ਼ ਕੀਤਾ ਜਾਵੇਗਾ।: [854, 523, 1015, 545]
- paragraph: ਗੈਸ ਏਜੰਸੀਆਂ ਦੀ ਜਾਂਚ ਦੌਰਾਨ ਸਟਾਕ ਰਜਿਸਟਰ ਅਤੇ ਸਪਲਾਈ ਰਿਕਾਰਡ ਵੇਖੇ ਗਏ। ਘਰੇਲੂ ਸਿਲੰਡਰਾਂ ਦੀ ਵਪਾਰਕ ਵਰਤੋਂ ਉੱਤੇ ਸਖ਼ਤ ਕਾਰਵਾਈ ਦੀ ਚੇਤਾਵਨੀ ਦਿੱਤੀ ਗਈ।: [346, 419, 505, 466]
- masthead-left: [1, 1, 171, 73]
- section-divider: [11, 1065, 505, 1067]
- byline-a3: ਪਟਿਆਲਾ (ਪੈਗ਼ਾਮ-ਏ-ਜਗਤ): [41, 657, 140, 669]
- article-a4-body: [11, 900, 505, 1057]
- paragraph: ਇਸ ਮੌਕੇ ਤਹਿਸੀਲਦਾਰ, ਮਾਰਕੀਟ ਕਮੇਟੀ ਦੇ ਸਕੱਤਰ, ਆੜ੍ਹਤੀ ਐਸੋਸੀਏਸ਼ਨ ਦੇ ਨੁਮਾਇੰਦੇ ਅਤੇ ਕਿਸਾਨ ਜਥੇਬੰਦੀਆਂ ਦੇ ਆਗੂ ਵੀ ਹਾਜ਼ਰ ਸਨ।: [11, 449, 170, 483]
- right-column: [515, 83, 1015, 1032]
- headline-a5: ਵਿਸ਼ਵ ਔਟਿਜ਼ਮ ਜਾਗਰੂਕਤਾ ਦਿਵਸ : ਔਟਿਜ਼ਮ ਸਪੈਕਟ੍ਰਮ ਡਿਸਆਰਡਰ ਬਾਰੇ ਜਾਗਰੂਕਤਾ ਦੀ ਲੋੜ: ਮਾਹਿਰ: [42, 1075, 474, 1127]
- paragraph: ਸਮਾਗਮ ਵਿੱਚ ਵਿਦਿਆਰਥਣਾਂ ਨੇ ਰੰਗਾਰੰਗ ਸੱਭਿਆਚਾਰਕ ਪ੍ਰੋਗਰਾਮ ਪੇਸ਼ ਕੀਤਾ ਜਿਸ ਨੇ ਹਾਜ਼ਰੀਨ ਦਾ ਮਨ ਮੋਹ ਲਿਆ।: [346, 900, 505, 934]
